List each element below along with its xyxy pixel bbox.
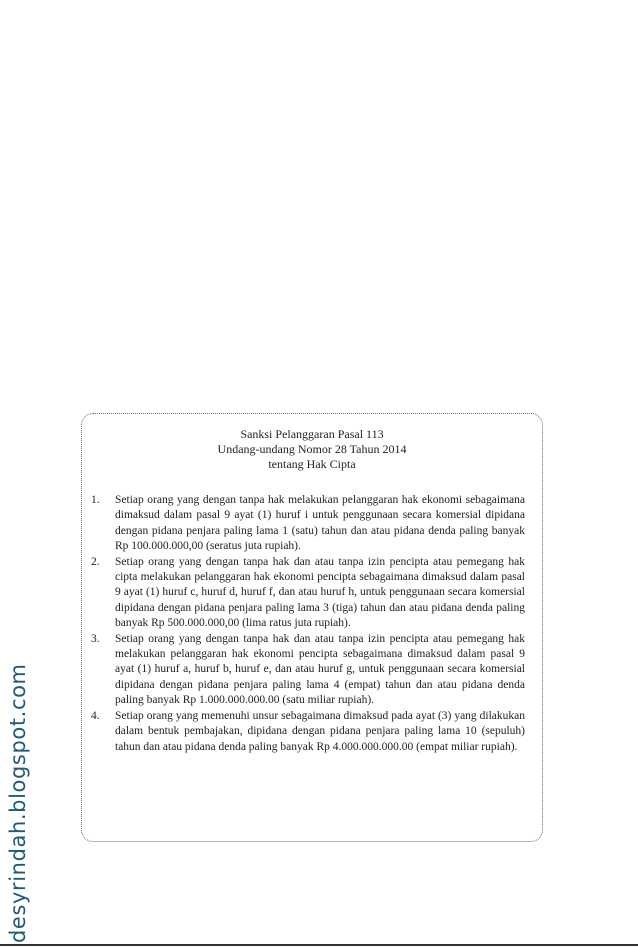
page-bottom-rule (0, 944, 638, 946)
notice-law-reference: Undang-undang Nomor 28 Tahun 2014 (217, 442, 407, 456)
sanction-item-number: 4. (91, 709, 100, 722)
sanction-item (91, 632, 525, 709)
sanction-item-text: Setiap orang yang dengan tanpa hak dan atau tanpa izin pencipta atau pemegang hak melakukan pelanggaran hak ekonomi pencipta sebagaimana dimaksud dalam pasal 9 ayat (1) huruf a, huruf b, huruf e, dan atau huruf g, untuk penggunaan secara komersial dipidana dengan pidana penjara paling lama 4 (empat) tahun dan atau pidana denda paling banyak Rp 1.000.000.000.00 (satu miliar rupiah). (115, 632, 525, 707)
sanction-item-number: 1. (91, 494, 100, 506)
notice-subject: tentang Hak Cipta (268, 457, 356, 471)
sanction-item (91, 709, 525, 755)
notice-heading (82, 427, 542, 472)
sanction-item (91, 555, 525, 632)
sanction-item-number: 2. (91, 555, 100, 568)
sanction-item (91, 493, 525, 555)
sanction-item-number: 3. (91, 632, 100, 645)
sanction-list (91, 493, 525, 755)
blog-watermark: desyrindah.blogspot.com (6, 663, 30, 943)
sanction-item-text: Setiap orang yang dengan tanpa hak dan atau tanpa izin pencipta atau pemegang hak cipta melakukan pelanggaran hak ekonomi pencipta sebagaimana dimaksud dalam pasal 9 ayat (1) huruf c, huruf d, huruf f, dan atau huruf h, untuk penggunaan secara komersial dipidana dengan pidana penjara paling lama 3 (tiga) tahun dan atau pidana denda paling banyak Rp 500.000.000,00 (lima ratus juta rupiah). (115, 555, 525, 630)
copyright-sanction-notice (81, 413, 543, 842)
sanction-item-text: Setiap orang yang memenuhi unsur sebagaimana dimaksud pada ayat (3) yang dilakukan dalam bentuk pembajakan, dipidana dengan pidana penjara paling lama 10 (sepuluh) tahun dan atau pidana denda paling banyak Rp 4.000.000.000.00 (empat miliar rupiah). (115, 709, 525, 753)
notice-title: Sanksi Pelanggaran Pasal 113 (240, 427, 384, 441)
sanction-item-text: Setiap orang yang dengan tanpa hak melakukan pelanggaran hak ekonomi sebagaimana dimaksud dalam pasal 9 ayat (1) huruf i untuk penggunaan secara komersial dipidana dengan pidana penjara paling lama 1 (satu) tahun dan atau pidana denda paling banyak Rp 100.000.000,00 (seratus juta rupiah). (115, 494, 525, 553)
